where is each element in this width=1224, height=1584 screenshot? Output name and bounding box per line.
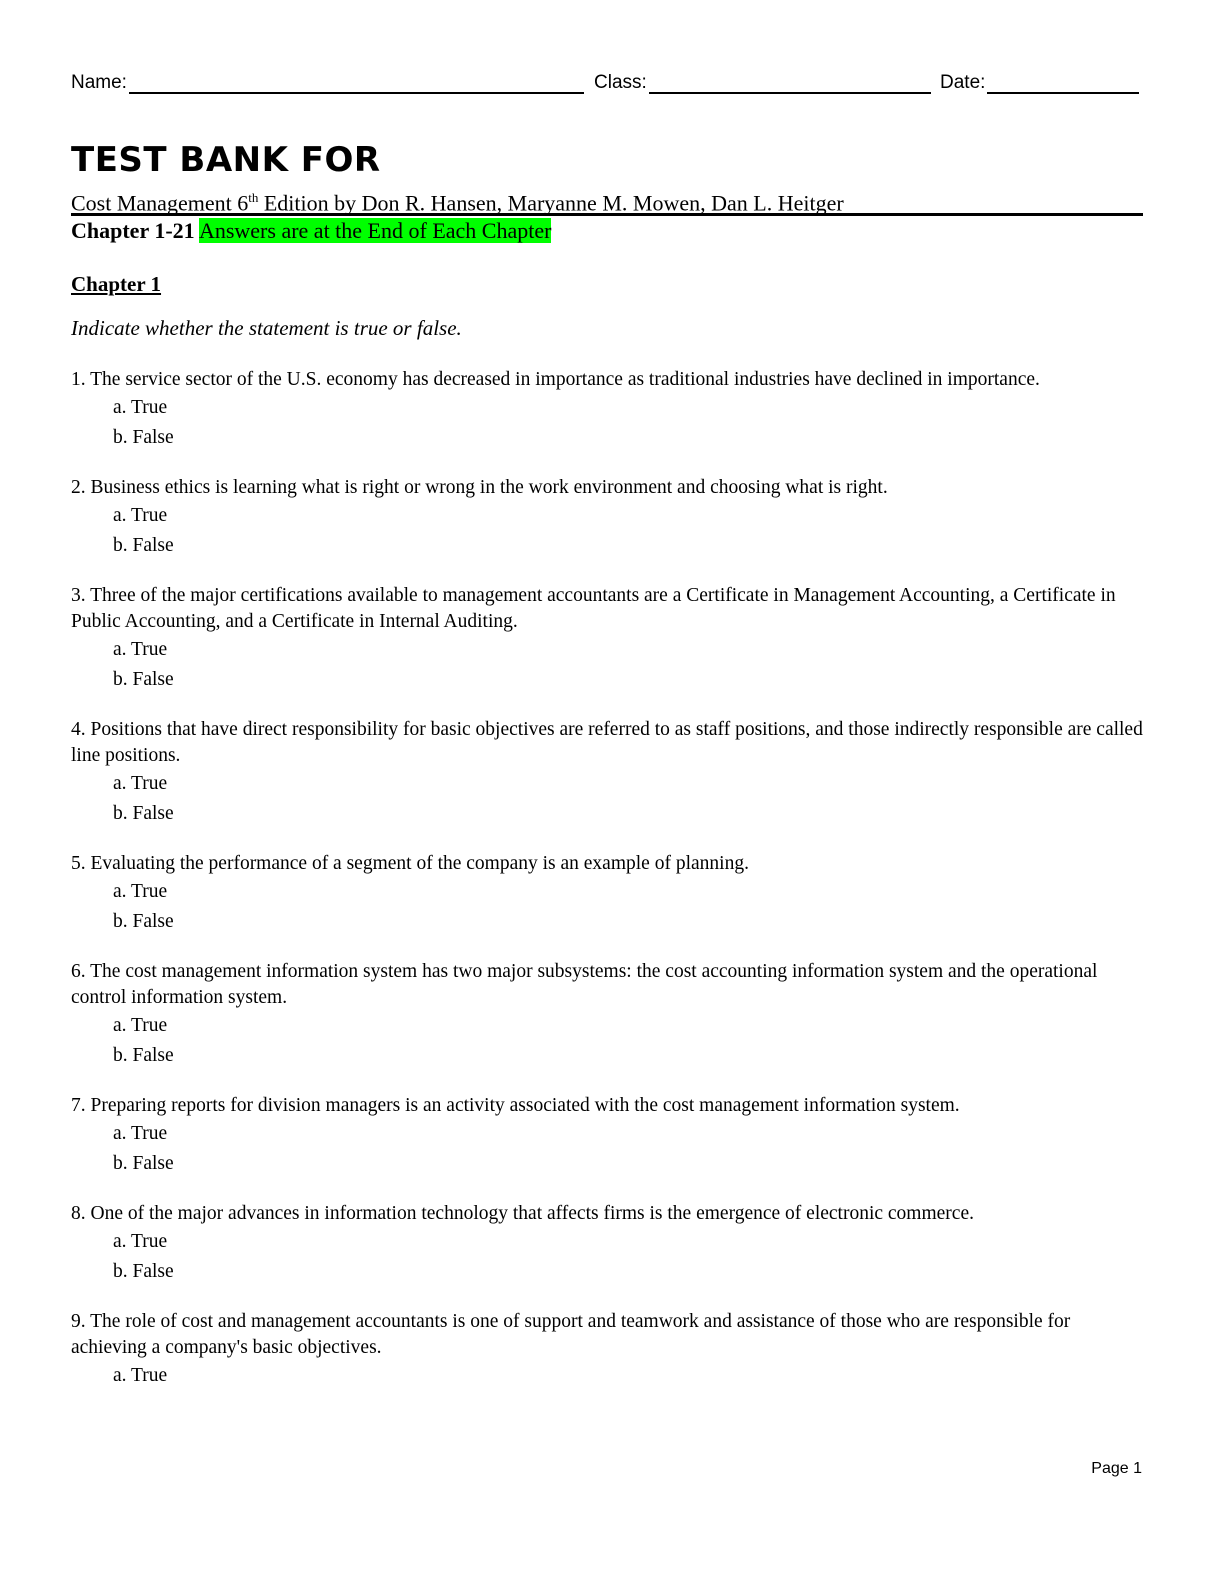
class-line[interactable] bbox=[649, 72, 931, 94]
option-false[interactable]: b. False bbox=[113, 535, 174, 556]
option-true[interactable]: a. True bbox=[113, 397, 168, 418]
option-false[interactable]: b. False bbox=[113, 803, 174, 824]
test-page bbox=[71, 0, 1143, 1584]
date-label: Date: bbox=[940, 72, 986, 93]
chapters-line bbox=[71, 217, 551, 245]
question-3 bbox=[71, 583, 1143, 695]
date-line[interactable] bbox=[987, 72, 1139, 94]
book-title-prefix: Cost Management 6 bbox=[71, 190, 249, 216]
option-true[interactable]: a. True bbox=[113, 505, 168, 526]
option-true[interactable]: a. True bbox=[113, 1231, 168, 1252]
title-divider bbox=[71, 213, 1143, 216]
chapter-heading: Chapter 1 bbox=[71, 272, 162, 296]
option-false[interactable]: b. False bbox=[113, 1153, 174, 1174]
class-label: Class: bbox=[594, 72, 647, 93]
option-true[interactable]: a. True bbox=[113, 1015, 168, 1036]
option-true[interactable]: a. True bbox=[113, 1123, 168, 1144]
name-label: Name: bbox=[71, 72, 127, 93]
option-false[interactable]: b. False bbox=[113, 669, 174, 690]
instructions: Indicate whether the statement is true or false. bbox=[71, 316, 462, 340]
question-text: 8. One of the major advances in information technology that affects firms is the emergence of electronic commerce. bbox=[71, 1203, 974, 1224]
question-text: 1. The service sector of the U.S. economy has decreased in importance as traditional industries have declined in importance. bbox=[71, 369, 1040, 390]
name-field[interactable] bbox=[71, 72, 584, 94]
question-2 bbox=[71, 475, 1143, 561]
class-field[interactable] bbox=[594, 72, 931, 94]
option-true[interactable]: a. True bbox=[113, 773, 168, 794]
student-info-fields bbox=[71, 72, 1143, 98]
option-false[interactable]: b. False bbox=[113, 1045, 174, 1066]
date-field[interactable] bbox=[940, 72, 1139, 94]
option-false[interactable]: b. False bbox=[113, 1261, 174, 1282]
question-text: 6. The cost management information system has two major subsystems: the cost accounting information system and the operational control information system. bbox=[71, 961, 1098, 1008]
question-7 bbox=[71, 1093, 1143, 1179]
question-text: 9. The role of cost and management accountants is one of support and teamwork and assistance of those who are responsible for achieving a company's basic objectives. bbox=[71, 1311, 1071, 1358]
option-true[interactable]: a. True bbox=[113, 881, 168, 902]
question-6 bbox=[71, 959, 1143, 1071]
name-line[interactable] bbox=[129, 72, 584, 94]
option-false[interactable]: b. False bbox=[113, 911, 174, 932]
option-true[interactable]: a. True bbox=[113, 1365, 168, 1386]
question-list bbox=[71, 367, 1143, 1413]
question-9 bbox=[71, 1309, 1143, 1391]
question-5 bbox=[71, 851, 1143, 937]
chapters-range: Chapter 1-21 bbox=[71, 218, 195, 243]
question-4 bbox=[71, 717, 1143, 829]
question-text: 7. Preparing reports for division managers is an activity associated with the cost management information system. bbox=[71, 1095, 960, 1116]
option-false[interactable]: b. False bbox=[113, 427, 174, 448]
question-text: 2. Business ethics is learning what is right or wrong in the work environment and choosing what is right. bbox=[71, 477, 888, 498]
edition-superscript: th bbox=[248, 190, 259, 205]
question-text: 3. Three of the major certifications available to management accountants are a Certificate in Management Accounting, a Certificate in Public Accounting, and a Certificate in Internal Auditing. bbox=[71, 585, 1116, 632]
question-text: 4. Positions that have direct responsibility for basic objectives are referred to as staff positions, and those indirectly responsible are called line positions. bbox=[71, 719, 1143, 766]
option-true[interactable]: a. True bbox=[113, 639, 168, 660]
question-1 bbox=[71, 367, 1143, 453]
page-number: Page 1 bbox=[1091, 1460, 1142, 1477]
answers-note: Answers are at the End of Each Chapter bbox=[198, 218, 552, 243]
question-text: 5. Evaluating the performance of a segment of the company is an example of planning. bbox=[71, 853, 749, 874]
book-title-suffix: Edition by Don R. Hansen, Maryanne M. Mowen, Dan L. Heitger bbox=[258, 190, 844, 216]
main-title: TEST BANK FOR bbox=[71, 140, 381, 180]
question-8 bbox=[71, 1201, 1143, 1287]
